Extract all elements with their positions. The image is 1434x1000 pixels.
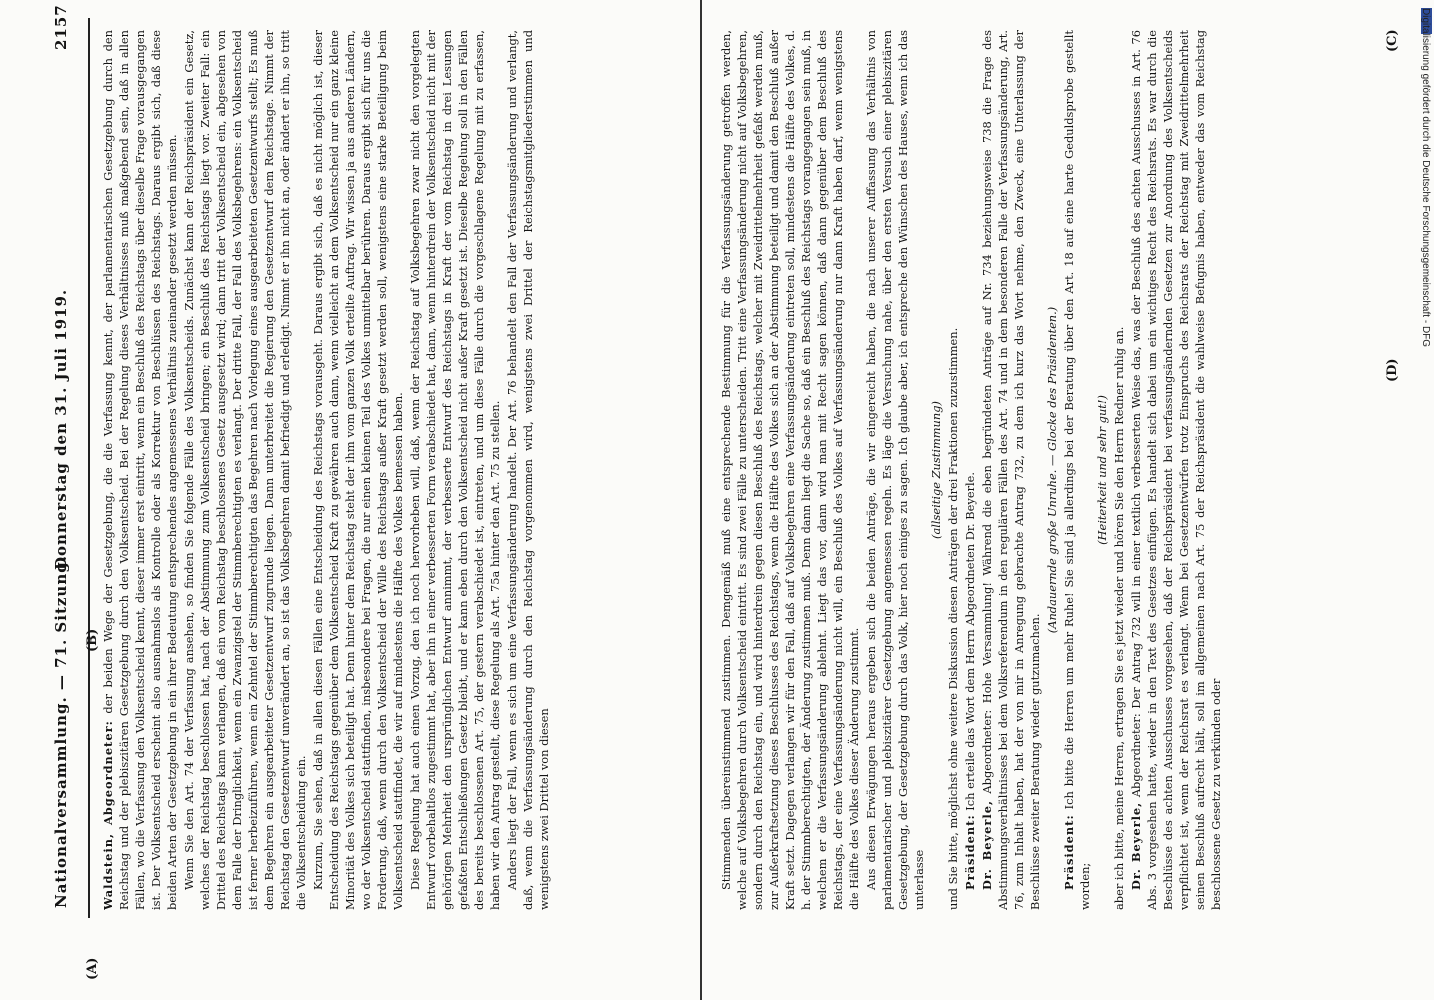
paragraph: aber ich bitte, meine Herren, ertragen Sie es jetzt wieder und hören Sie den Herrn Redner ruhig an. <box>1112 326 1126 910</box>
page-number: 2157 <box>52 4 70 50</box>
margin-marker-a: (A) <box>85 957 100 980</box>
paragraph-text: der beiden Wege der Gesetzgebung, die die Verfassung kennt, der parlamentarischen Gesetzgebung durch den Reichstag und der plebiszitären Gesetzgebung durch den Volksentscheid. Bei der Regelung dieses Verhältnisses muß maßgebend sein, daß in allen Fällen, wo die Verfassung den Volksentscheid kennt, dieser immer erst eintritt, wenn ein Beschluß des Reichstags über dieselbe Frage vorausgegangen ist. Der Volksentscheid erscheint also ausnahmslos als Kontrolle oder als Korrektur von Beschlüssen des Reichstags. Daraus ergibt sich, daß diese beiden Arten der Gesetzgebung in ein ihrer Bedeutung entsprechendes angemessenes Verhältnis zueinander gesetzt werden müssen. <box>101 30 179 910</box>
paragraph: Stimmenden übereinstimmend zustimmen. Demgemäß muß eine entsprechende Bestimmung für die Verfassungsänderung getroffen werden, welche auf Volksbegehren durch Volksentscheid eintritt. Es sind zwei Fälle zu unterscheiden. Tritt eine Verfassungsänderung nicht auf Volksbegehren, sondern durch den Reichstag ein, und wird hinterdrein gegen diesen Beschluß des Reichstags, welcher mit Zweidrittelmehrheit gefaßt werden muß, zur Außerkraftsetzung dieses Beschlusses des Reichstags, wenn die Hälfte des Volkes sich an der Abstimmung beteiligt und damit den Beschluß außer Kraft setzt. Dagegen verlangen wir für den Fall, daß auf Volksbegehren eine Verfassungsänderung eintreten soll, mindestens die Hälfte des Volkes, d. h. der Stimmberechtigten, der Änderung zustimmen muß. Denn dann liegt die Sache so, daß ein Beschluß des Reichstags vorangegangen sein muß, in welchem er die Verfassungsänderung ablehnt. Liegt das vor, dann wird man mit Recht sagen können, daß dann gegenüber dem Beschluß des Reichstags, der eine Verfassungsänderung nicht will, ein Beschluß des Volkes auf Verfassungsänderung nur dann Kraft haben darf, wenn wenigstens die Hälfte des Volkes dieser Änderung zustimmt. <box>719 30 861 910</box>
paragraph-text: Ich erteile das Wort dem Herrn Abgeordneten Dr. Beyerle. <box>963 471 977 811</box>
running-header-date: Donnerstag den 31. Juli 1919. <box>52 288 70 570</box>
speaker-name: Dr. Beyerle, <box>1129 801 1143 890</box>
paragraph <box>962 30 978 910</box>
paragraph <box>100 30 180 910</box>
paragraph: Anders liegt der Fall, wenn es sich um eine Verfassungsänderung handelt. Der Art. 76 behandelt den Fall der Verfassungsänderung und verlangt, daß, wenn die Verfassungsänderung durch den Reichstag vorgenommen wird, wenigstens zwei Drittel der Reichstagsmitgliederstimmen und wenigstens zwei Drittel von diesen <box>505 30 551 910</box>
text-column-left <box>100 30 685 910</box>
column-divider <box>700 0 702 1000</box>
speaker-name: Präsident: <box>1062 814 1076 890</box>
paragraph: Wenn Sie den Art. 74 der Verfassung ansehen, so finden Sie folgende Fälle des Volksentscheids. Zunächst kann der Reichspräsident ein Gesetz, welches der Reichstag beschlossen hat, nach der Abstimmung zum Volksentscheid bringen; ein Beschluß des Reichstags liegt vor. Zweiter Fall: ein Drittel des Reichstags kann verlangen, daß ein vom Reichstag beschlossenes Gesetz ausgesetzt wird; dann tritt der Volksentscheid ein, abgesehen von dem Falle der Dringlichkeit, wenn ein Zwanzigstel der Stimmberechtigten es verlangt. Der dritte Fall, der Fall des Volksbegehrens: ein Volksentscheid ist ferner herbeizuführen, wenn ein Zehntel der Stimmberechtigten das Begehren nach Vorlegung eines ausgearbeiteten Gesetzentwurfs stellt; Es muß dem Begehren ein ausgearbeiteter Gesetzentwurf zugrunde liegen. Dann unterbreitet die Regierung den Gesetzentwurf dem Reichstage. Nimmt der Reichstag den Gesetzentwurf unverändert an, so ist das Volksbegehren damit befriedigt und erledigt. Nimmt er ihn nicht an, oder ändert er ihn, so tritt die Volksentscheidung ein. <box>182 30 308 910</box>
paragraph: Kurzum, Sie sehen, daß in allen diesen Fällen eine Entscheidung des Reichstags vorausgeht. Daraus ergibt sich, daß es nicht möglich ist, dieser Entscheidung des Reichstags gegenüber dem Volksentscheid Kraft zu gewähren auch dann, wenn vielleicht an dem Volksentscheid nur ein ganz kleine Minorität des Volkes sich beteiligt hat. Denn hinter dem Reichstag steht der ihm vom ganzen Volk erteilte Auftrag. Wir wissen ja aus anderen Ländern, wo der Volksentscheid stattfinden, insbesondere bei Fragen, die nur einen kleinen Teil des Volkes unmittelbar berühren. Daraus ergibt sich für uns die Forderung, daß, wenn durch den Volksentscheid der Wille des Reichstags außer Kraft gesetzt werden soll, wenigstens eine starke Beteiligung beim Volksentscheid stattfindet, die wir auf mindestens die Hälfte des Volkes bemessen haben. <box>311 30 405 910</box>
paragraph <box>1061 30 1093 910</box>
digitization-note-text: Digitalisierung gefördert durch die Deutsche Forschungsgemeinschaft - DFG <box>1420 8 1431 348</box>
paragraph: Aus diesen Erwägungen heraus ergeben sich die beiden Anträge, die wir eingereicht haben, die nach unserer Auffassung das Verhältnis von parlamentarischer und plebiszitärer Gesetzgebung angemessen regeln. Es läge die Versuchung nahe, über den ersten Versuch einer plebiszitären Gesetzgebung, der Gesetzgebung durch das Volk, hier noch einiges zu sagen. Ich glaube aber, ich entspreche den Wünschen des Hauses, wenn ich das unterlasse <box>864 30 926 910</box>
paragraph <box>1128 30 1224 910</box>
paragraph-text: Abgeordneter: Hohe Versammlung! Während die eben begründeten Anträge auf Nr. 734 beziehungsweise 738 die Frage des Abstimmungsverhältnisses bei dem Volksreferendum in den regulären Fällen des Art. 74 und in dem besonderen Falle der Verfassungsänderung, Art. 76, zum Inhalt haben, hat der von mir in Anregung gebrachte Antrag 732, zu dem ich kurz das Wort nehme, den Zweck, eine Unterlassung der Beschlüsse zweiter Beratung wieder gutzumachen. <box>980 30 1042 910</box>
paragraph-text: Abgeordneter: Der Antrag 732 will in einer textlich verbesserten Weise das, was der Beschluß des achten Ausschusses in Art. 76 Abs. 3 vorgesehen hatte, wieder in den Text des Gesetzes einfügen. Es handelt sich dabei um ein wichtiges Recht des Reichsrats. Es war durch die Beschlüsse des achten Ausschusses vorgesehen, daß der Reichspräsident bei verfassungsändernden Gesetzen zur Anordnung des Volksentscheids verpflichtet ist, wenn der Reichsrat es verlangt. Wenn bei Gesetzentwürfen trotz Einspruchs des Reichsrats der Reichstag mit Zweidrittelmehrheit seinen Beschluß aufrecht hält, soll im allgemeinen nach Art. 75 der Reichspräsident die wahlweise Befugnis haben, entweder das vom Reichstag beschlossene Gesetz zu verkünden oder <box>1129 30 1223 910</box>
running-header-left: Nationalversammlung. — 71. Sitzung. <box>52 555 70 908</box>
margin-marker-d: (D) <box>1385 358 1400 382</box>
stage-direction: (Andauernde große Unruhe. — Glocke des Präsidenten.) <box>1045 306 1059 634</box>
speaker-name: Waldstein, Abgeordneter: <box>101 720 115 910</box>
digitization-note <box>1418 8 1432 998</box>
paragraph: Diese Regelung hat auch einen Vorzug, den ich noch hervorheben will, daß, wenn der Reichstag auf Volksbegehren zwar nicht den vorgelegten Entwurf vorbehaltlos zugestimmt hat, aber ihn in einer verbesserten Form verabschiedet hat, dann, wenn hinterdrein der Volksentscheid nicht mit der gehörigen Mehrheit den ursprünglichen Entwurf annimmt, der verbesserte Entwurf des Reichstags in Kraft der vom Reichstag in drei Lesungen gefaßten Entschließungen Gesetz bleibt, und er kann eben durch den Volksentscheid nicht außer Kraft gesetzt ist. Dieselbe Regelung soll in den Fällen des bereits beschlossenen Art. 75, der gestern verabschiedet ist, eintreten, und um diese Fälle durch die vorgeschlagene Regelung mit zu erfassen, haben wir den Antrag gestellt, diese Regelung als Art. 75a hinter den Art. 75 zu stellen. <box>408 30 502 910</box>
paragraph <box>979 30 1043 910</box>
paragraph-text: Ich bitte die Herren um mehr Ruhe! Sie sind ja allerdings bei der Beratung über den Art. 18 auf eine harte Geduldsprobe gestellt worden; <box>1062 30 1092 910</box>
margin-marker-b: (B) <box>85 628 100 652</box>
margin-marker-c: (C) <box>1385 29 1400 52</box>
paragraph: und Sie bitte, möglichst ohne weitere Diskussion diesen Anträgen der drei Fraktionen zuzustimmen. <box>946 327 960 910</box>
speaker-name: Präsident: <box>963 814 977 890</box>
header-rule <box>88 18 90 918</box>
stage-direction: (Heiterkeit und sehr gut!) <box>1095 395 1109 545</box>
text-column-right <box>718 30 1303 910</box>
speaker-name: Dr. Beyerle, <box>980 800 994 890</box>
stage-direction: (allseitige Zustimmung) <box>929 401 943 539</box>
